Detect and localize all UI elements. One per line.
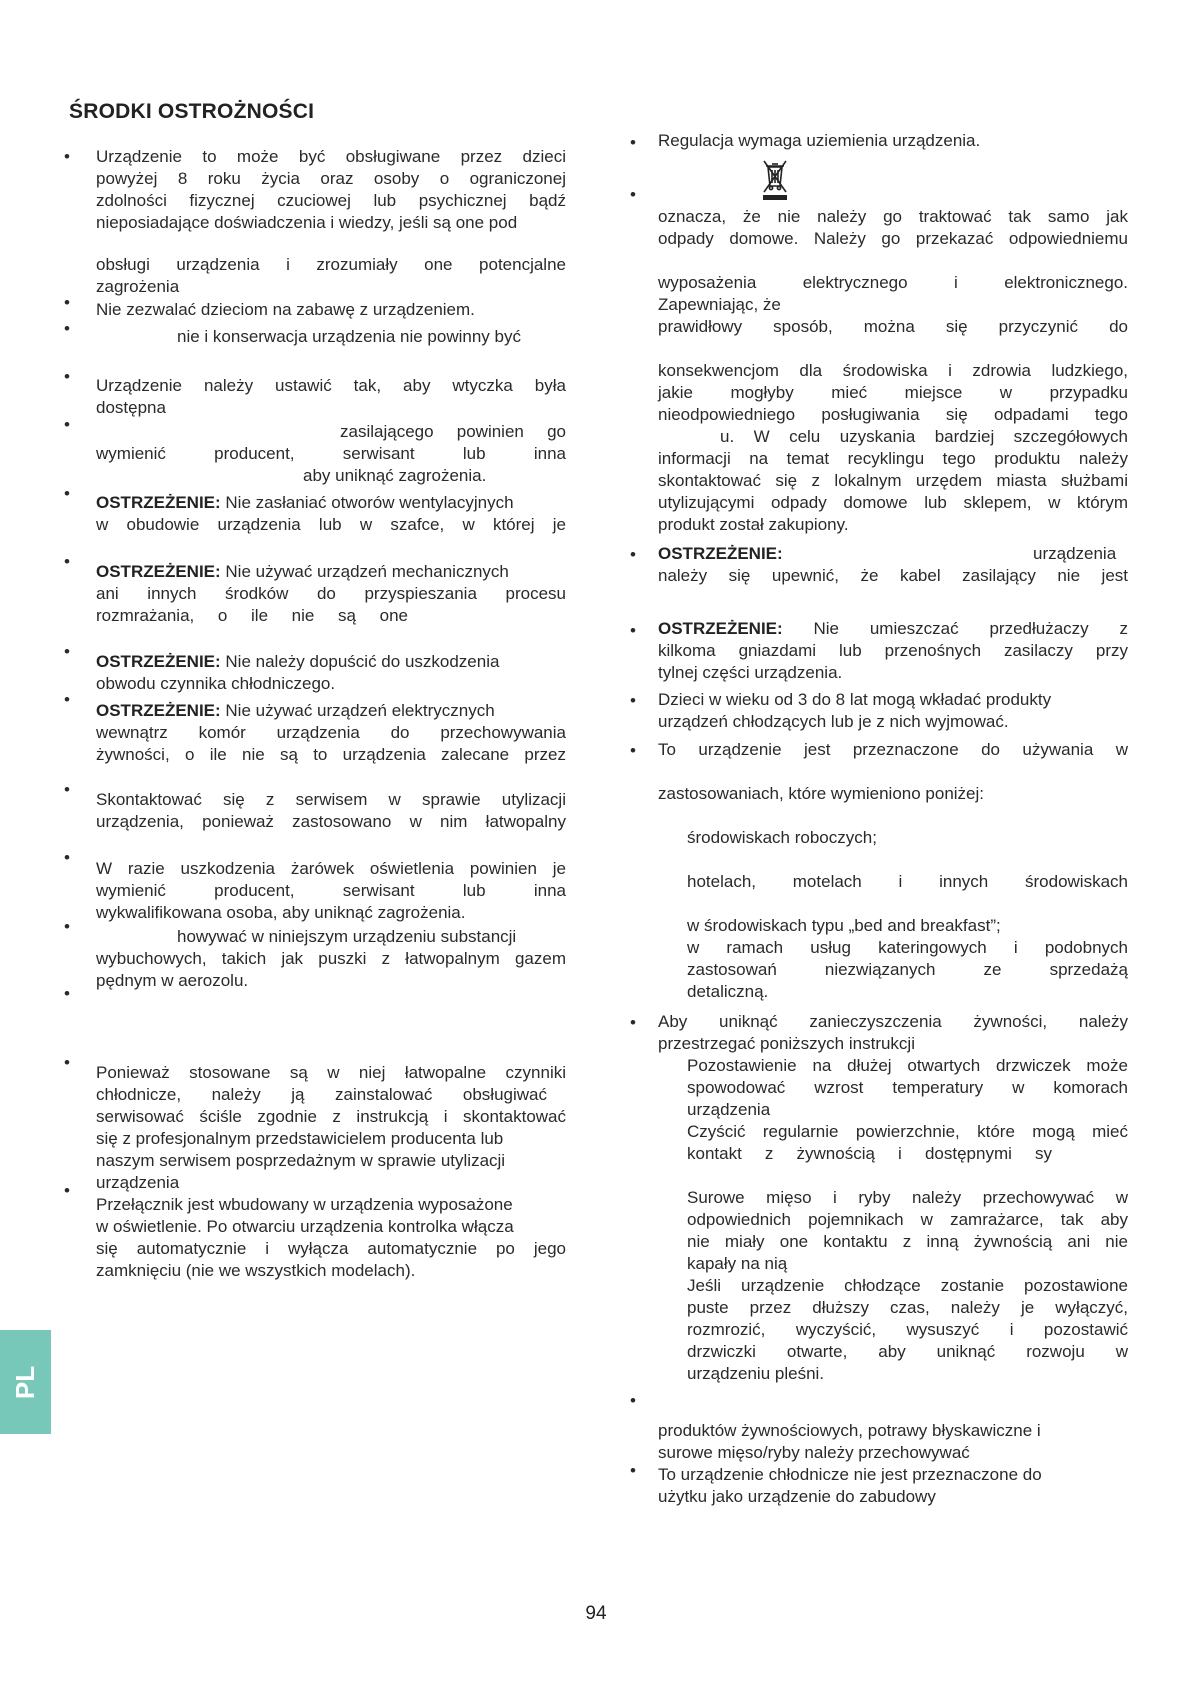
bullet: • bbox=[64, 319, 70, 338]
text-line: jakie mogłyby mieć miejsce w przypadku bbox=[658, 383, 1128, 402]
text-line: wyposażenia elektrycznego i elektronicznego. bbox=[658, 273, 1128, 292]
text-line: drzwiczki otwarte, aby uniknąć rozwoju w bbox=[687, 1342, 1128, 1361]
text-line: rozmrozić, wyczyścić, wysuszyć i pozostawić bbox=[687, 1320, 1128, 1339]
text-line: urządzenia bbox=[687, 1100, 771, 1119]
bullet: • bbox=[630, 1391, 636, 1410]
text-line: wybuchowych, takich jak puszki z łatwopalnym gazem bbox=[96, 949, 566, 968]
text-line: się z profesjonalnym przedstawicielem producenta lub bbox=[96, 1129, 504, 1148]
text-line: oznacza, że nie należy go traktować tak samo jak bbox=[658, 207, 1128, 226]
page-title: ŚRODKI OSTROŻNOŚCI bbox=[69, 100, 315, 123]
text-line: się automatycznie i wyłącza automatycznie po jego bbox=[96, 1239, 566, 1258]
text-line: w obudowie urządzenia lub w szafce, w której je bbox=[96, 515, 566, 534]
text-line: zasilającego powinien go bbox=[340, 422, 566, 441]
text-line: odpady domowe. Należy go przekazać odpowiedniemu bbox=[658, 229, 1128, 248]
text-line: Surowe mięso i ryby należy przechowywać w bbox=[687, 1188, 1128, 1207]
bullet: • bbox=[64, 690, 70, 709]
text-line: aby uniknąć zagrożenia. bbox=[303, 466, 487, 485]
warning-label: OSTRZEŻENIE: bbox=[96, 701, 221, 720]
page-number: 94 bbox=[585, 1603, 607, 1624]
text-line: Urządzenie to może być obsługiwane przez dzieci bbox=[96, 147, 566, 166]
text-line: Dzieci w wieku od 3 do 8 lat mogą wkładać produkty bbox=[658, 690, 1052, 709]
text-line: urządzenia, ponieważ zastosowano w nim łatwopalny bbox=[96, 812, 566, 831]
text-line: należy się upewnić, że kabel zasilający nie jest bbox=[658, 566, 1128, 585]
text-line: Zapewniając, że bbox=[658, 295, 781, 314]
text-line: To urządzenie chłodnicze nie jest przeznaczone do bbox=[658, 1465, 1042, 1484]
text-line: detaliczną. bbox=[687, 982, 769, 1001]
text-line: OSTRZEŻENIE: Nie umieszczać przedłużaczy z bbox=[658, 619, 1128, 638]
bullet: • bbox=[64, 293, 70, 312]
text-line: kontakt z żywnością i dostępnymi sy bbox=[687, 1144, 1052, 1163]
bullet: • bbox=[64, 984, 70, 1003]
text-line: nie i konserwacja urządzenia nie powinny być bbox=[177, 327, 521, 346]
text-line: utylizującymi odpady domowe lub sklepem, w którym bbox=[658, 493, 1128, 512]
text-line: Nie zezwalać dzieciom na zabawę z urządzeniem. bbox=[96, 300, 475, 319]
language-tab bbox=[0, 1330, 51, 1434]
warning-label: OSTRZEŻENIE: bbox=[658, 544, 783, 563]
text-line: produktów żywnościowych, potrawy błyskawiczne i bbox=[658, 1421, 1041, 1440]
warning-label: OSTRZEŻENIE: bbox=[96, 493, 221, 512]
text-line: środowiskach roboczych; bbox=[687, 828, 877, 847]
text-line: OSTRZEŻENIE: Nie używać urządzeń elektrycznych bbox=[96, 701, 495, 720]
text-line: Czyścić regularnie powierzchnie, które mogą mieć bbox=[687, 1122, 1128, 1141]
text-line: rozmrażania, o ile nie są one bbox=[96, 606, 408, 625]
bullet: • bbox=[630, 621, 636, 640]
text-line: chłodnicze, należy ją zainstalować obsługiwać bbox=[96, 1085, 547, 1104]
text-line: skontaktować się z lokalnym urzędem miasta służbami bbox=[658, 471, 1128, 490]
text-line: Ponieważ stosowane są w niej łatwopalne czynniki bbox=[96, 1063, 566, 1082]
bullet: • bbox=[64, 1053, 70, 1072]
text-line: zamknięciu (nie we wszystkich modelach). bbox=[96, 1261, 416, 1280]
text-line: puste przez dłuższy czas, należy je wyłączyć, bbox=[687, 1298, 1128, 1317]
text-line: serwisować ściśle zgodnie z instrukcją i skontaktować bbox=[96, 1107, 566, 1126]
bullet: • bbox=[64, 1181, 70, 1200]
text-line: w ramach usług kateringowych i podobnych bbox=[687, 938, 1128, 957]
bullet: • bbox=[630, 1013, 636, 1032]
text-line: kilkoma gniazdami lub przenośnych zasilaczy przy bbox=[658, 641, 1128, 660]
bullet: • bbox=[630, 133, 636, 152]
text-line: nie miały one kontaktu z inną żywnością ani nie bbox=[687, 1232, 1128, 1251]
text-line: wymienić producent, serwisant lub inna bbox=[96, 444, 566, 463]
text-line: ani innych środków do przyspieszania procesu bbox=[96, 584, 566, 603]
text-line: Regulacja wymaga uziemienia urządzenia. bbox=[658, 131, 981, 150]
text-line: kapały na nią bbox=[687, 1254, 788, 1273]
text-line: zdolności fizycznej czuciowej lub psychicznej bądź bbox=[96, 191, 566, 210]
text-line: informacji na temat recyklingu tego produktu należy bbox=[658, 449, 1128, 468]
text-line: naszym serwisem posprzedażnym w sprawie utylizacji bbox=[96, 1151, 506, 1170]
bullet: • bbox=[64, 415, 70, 434]
text-line: OSTRZEŻENIE: Nie używać urządzeń mechanicznych bbox=[96, 562, 509, 581]
bullet: • bbox=[64, 552, 70, 571]
text-line: OSTRZEŻENIE: Nie zasłaniać otworów wentylacyjnych bbox=[96, 493, 514, 512]
warning-label: OSTRZEŻENIE: bbox=[96, 562, 221, 581]
text-line: wewnątrz komór urządzenia do przechowywania bbox=[96, 723, 566, 742]
text-line: nieposiadające doświadczenia i wiedzy, jeśli są one pod bbox=[96, 213, 518, 232]
text-line: odpowiednich pojemnikach w zamrażarce, tak aby bbox=[687, 1210, 1128, 1229]
bullet: • bbox=[64, 917, 70, 936]
bullet: • bbox=[630, 1461, 636, 1480]
text-line: howywać w niniejszym urządzeniu substancji bbox=[177, 927, 517, 946]
text-line: urządzeń chłodzących lub je z nich wyjmować. bbox=[658, 712, 1009, 731]
text-line: zagrożenia bbox=[96, 277, 180, 296]
text-line: urządzenia bbox=[1033, 544, 1117, 563]
text-line: pędnym w aerozolu. bbox=[96, 971, 249, 990]
warning-label: OSTRZEŻENIE: bbox=[96, 652, 221, 671]
bullet: • bbox=[64, 780, 70, 799]
text-line: tylnej części urządzenia. bbox=[658, 663, 843, 682]
crossed-bin-icon bbox=[760, 155, 790, 201]
text-line: OSTRZEŻENIE: Nie należy dopuścić do uszkodzenia bbox=[96, 652, 500, 671]
text-line: w oświetlenie. Po otwarciu urządzenia kontrolka włącza bbox=[96, 1217, 514, 1236]
text-line: Skontaktować się z serwisem w sprawie utylizacji bbox=[96, 790, 566, 809]
text-line: surowe mięso/ryby należy przechowywać bbox=[658, 1443, 970, 1462]
text-line: Urządzenie należy ustawić tak, aby wtyczka była bbox=[96, 376, 566, 395]
bullet: • bbox=[630, 741, 636, 760]
bullet: • bbox=[64, 147, 70, 166]
text-line: nieodpowiedniego posługiwania się odpadami tego bbox=[658, 405, 1128, 424]
text-line: spowodować wzrost temperatury w komorach bbox=[687, 1078, 1128, 1097]
text-line: hotelach, motelach i innych środowiskach bbox=[687, 872, 1128, 891]
text-line: Przełącznik jest wbudowany w urządzenia wyposażone bbox=[96, 1195, 513, 1214]
text-line: zastosowaniach, które wymieniono poniżej: bbox=[658, 784, 985, 803]
text-line: w środowiskach typu „bed and breakfast”; bbox=[687, 916, 1001, 935]
text-line: wymienić producent, serwisant lub inna bbox=[96, 881, 566, 900]
text-line: dostępna bbox=[96, 398, 166, 417]
text-line: To urządzenie jest przeznaczone do używania w bbox=[658, 740, 1128, 759]
text-line: użytku jako urządzenie do zabudowy bbox=[658, 1487, 936, 1506]
bullet: • bbox=[630, 691, 636, 710]
text-line: żywności, o ile nie są to urządzenia zalecane przez bbox=[96, 745, 566, 764]
warning-label: OSTRZEŻENIE: bbox=[658, 619, 783, 638]
text-line: urządzeniu pleśni. bbox=[687, 1364, 825, 1383]
text-line: powyżej 8 roku życia oraz osoby o ograniczonej bbox=[96, 169, 566, 188]
text-line: wykwalifikowana osoba, aby uniknąć zagrożenia. bbox=[96, 903, 466, 922]
bullet: • bbox=[64, 848, 70, 867]
language-tab-label: PL bbox=[9, 1365, 40, 1399]
text-line: Aby uniknąć zanieczyszczenia żywności, należy bbox=[658, 1012, 1128, 1031]
bullet: • bbox=[630, 545, 636, 564]
bullet: • bbox=[64, 642, 70, 661]
text-line: urządzenia bbox=[96, 1173, 180, 1192]
text-line: Jeśli urządzenie chłodzące zostanie pozostawione bbox=[687, 1276, 1128, 1295]
text-line: konsekwencjom dla środowiska i zdrowia ludzkiego, bbox=[658, 361, 1128, 380]
text-line: przestrzegać poniższych instrukcji bbox=[658, 1034, 915, 1053]
bullet: • bbox=[64, 484, 70, 503]
text-line: obsługi urządzenia i zrozumiały one potencjalne bbox=[96, 255, 566, 274]
text-line: zastosowań niezwiązanych ze sprzedażą bbox=[687, 960, 1128, 979]
text-line: prawidłowy sposób, można się przyczynić do bbox=[658, 317, 1128, 336]
text-line: Pozostawienie na dłużej otwartych drzwiczek może bbox=[687, 1056, 1128, 1075]
text-line: W razie uszkodzenia żarówek oświetlenia powinien je bbox=[96, 859, 566, 878]
text-line: u. W celu uzyskania bardziej szczegółowych bbox=[720, 427, 1128, 446]
text-line: produkt został zakupiony. bbox=[658, 515, 849, 534]
bullet: • bbox=[64, 367, 70, 386]
bullet: • bbox=[630, 185, 636, 204]
text-line: obwodu czynnika chłodniczego. bbox=[96, 674, 336, 693]
